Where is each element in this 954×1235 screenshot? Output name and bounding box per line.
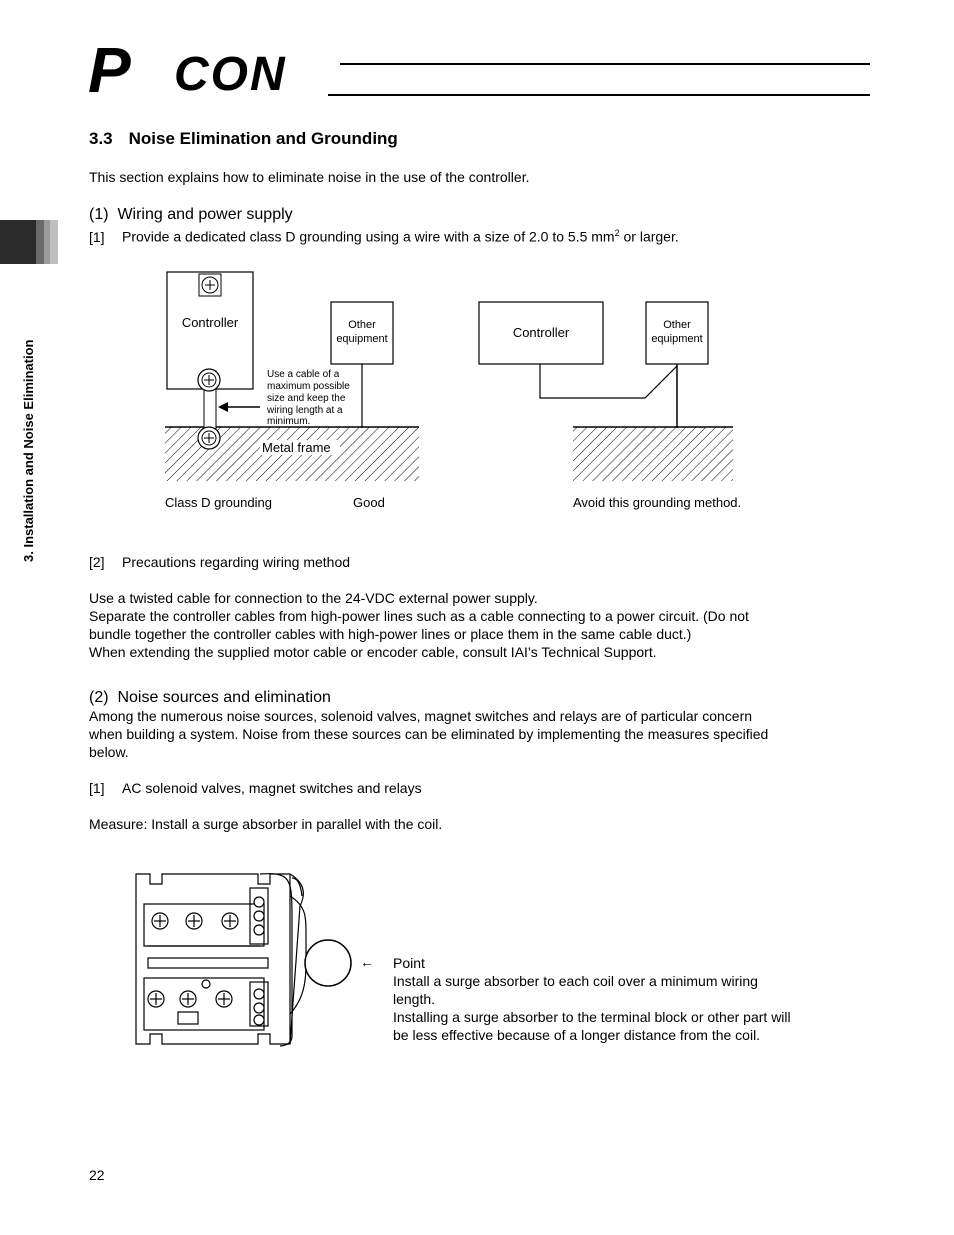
- other-equipment-right-2: equipment: [651, 333, 703, 345]
- sub2-item1: [89, 779, 422, 797]
- controller-right-label: Controller: [512, 325, 570, 340]
- header-rule-top: [340, 63, 870, 65]
- item2-title: Precautions regarding wiring method: [122, 554, 351, 570]
- item2-line-2: Separate the controller cables from high-power lines such as a cable connecting to a power circuit. (Do not: [89, 608, 749, 624]
- grounding-diagram: [150, 260, 770, 520]
- header-rule-bottom: [328, 94, 870, 96]
- relay-screws: [148, 897, 264, 1025]
- other-equipment-right-1: Other: [663, 319, 691, 331]
- section-heading: [89, 129, 398, 149]
- sub2-line-1: Among the numerous noise sources, solenoid valves, magnet switches and relays are of particular concern: [89, 708, 753, 724]
- point-arrow-icon: ←: [360, 954, 374, 970]
- side-tab-label: 3. Installation and Noise Elimination: [21, 339, 36, 562]
- note-line-2: maximum possible: [267, 381, 350, 392]
- sub1-heading: (1) Wiring and power supply: [89, 206, 293, 223]
- sub1-item1-num: [1]: [89, 228, 105, 245]
- item2-heading: [89, 553, 350, 571]
- page-number: 22: [89, 1167, 105, 1183]
- sub2-item1-title: AC solenoid valves, magnet switches and relays: [122, 780, 422, 796]
- sub1-item1-tail: or larger.: [619, 228, 679, 245]
- logo-con: CON: [174, 48, 287, 101]
- class-d-label: Class D grounding: [165, 495, 272, 510]
- sub2-measure: Measure: Install a surge absorber in parallel with the coil.: [89, 816, 443, 832]
- point-line-4: be less effective because of a longer distance from the coil.: [393, 1027, 761, 1043]
- point-line-1: Install a surge absorber to each coil over a minimum wiring: [393, 973, 758, 989]
- other-equipment-label-1: Other: [348, 319, 376, 331]
- logo-p: P: [88, 34, 129, 106]
- sub2-heading: (2) Noise sources and elimination: [89, 689, 331, 706]
- good-diagram: [165, 272, 419, 510]
- controller-left-label: Controller: [181, 315, 239, 330]
- pcon-logo: [88, 34, 338, 106]
- point-block: [393, 954, 791, 1044]
- sub1-item1-text: Provide a dedicated class D grounding using a wire with a size of 2.0 to 5.5 mm: [122, 228, 615, 245]
- good-label: Good: [353, 495, 385, 510]
- sub2-item1-num: [1]: [89, 780, 105, 796]
- point-line-2: length.: [393, 991, 436, 1007]
- section-intro: This section explains how to eliminate noise in the use of the controller.: [89, 169, 530, 185]
- item2-num: [2]: [89, 554, 105, 570]
- note-line-3: size and keep the: [267, 393, 346, 404]
- sub2-line-2: when building a system. Noise from these sources can be eliminated by implementing the measures specified: [89, 726, 769, 742]
- item2-body: [89, 589, 749, 661]
- relay-drawing: [130, 866, 360, 1051]
- sub1-item1: [89, 224, 679, 246]
- note-line-5: minimum.: [267, 416, 311, 427]
- note-line-1: Use a cable of a: [267, 369, 340, 380]
- sub2-body: [89, 707, 768, 761]
- section-title: Noise Elimination and Grounding: [128, 129, 398, 148]
- sub1-item1-sup: 2: [614, 228, 620, 238]
- item2-line-3: bundle together the controller cables with high-power lines or place them in the same cable duct.): [89, 626, 692, 642]
- note-line-4: wiring length at a: [267, 405, 343, 416]
- metal-frame-label: Metal frame: [262, 440, 331, 455]
- point-title: Point: [393, 955, 425, 971]
- avoid-label: Avoid this grounding method.: [573, 495, 742, 510]
- avoid-diagram: [479, 302, 741, 510]
- side-tab-block: [0, 220, 58, 264]
- sub2-line-3: below.: [89, 744, 129, 760]
- other-equipment-label-2: equipment: [336, 333, 388, 345]
- point-line-3: Installing a surge absorber to the terminal block or other part will: [393, 1009, 791, 1025]
- item2-line-4: When extending the supplied motor cable or encoder cable, consult IAI’s Technical Support.: [89, 644, 657, 660]
- section-number: 3.3: [89, 129, 113, 148]
- item2-line-1: Use a twisted cable for connection to the 24-VDC external power supply.: [89, 590, 538, 606]
